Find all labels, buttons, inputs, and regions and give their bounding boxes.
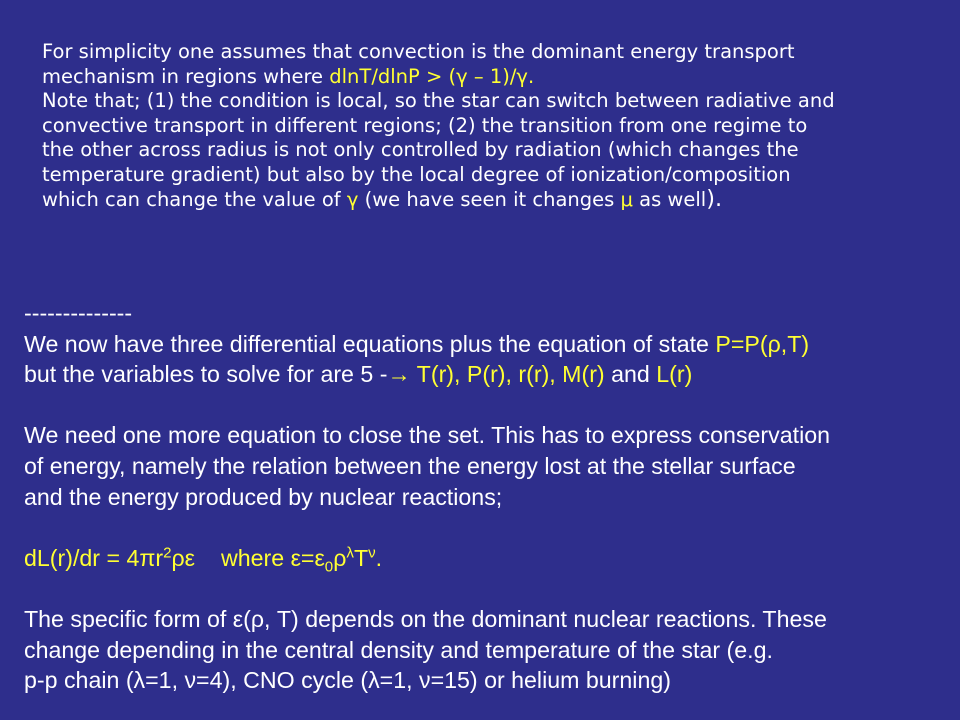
energy-eq-rho-eps: ρε	[171, 544, 195, 571]
intro-line-7	[42, 187, 932, 213]
conservation-line-2: of energy, namely the relation between the energy lost at the stellar surface	[24, 452, 796, 479]
energy-eq-rho: ρ	[333, 544, 347, 571]
intro-line-5: the other across radius is not only controlled by radiation (which changes the	[42, 138, 799, 161]
equations-line-2-text: but the variables to solve for are 5 -	[24, 361, 388, 388]
intro-line-7-end: as well	[632, 188, 707, 211]
conservation-line-1: We need one more equation to close the set. This has to express conservation	[24, 422, 831, 449]
convection-criterion: dlnT/dlnP > (γ – 1)/γ.	[329, 64, 535, 88]
conservation-line-3: and the energy produced by nuclear reactions;	[24, 483, 503, 510]
intro-line-1: For simplicity one assumes that convection is the dominant energy transport	[42, 40, 795, 63]
energy-eq-where: where ε=ε	[220, 544, 325, 571]
mu-symbol: μ	[620, 188, 633, 211]
energy-eq-sup-nu: ν	[368, 544, 376, 562]
divider-dashes: --------------	[24, 300, 133, 326]
equations-line-1	[24, 329, 956, 360]
intro-line-7-mid: (we have seen it changes	[358, 188, 621, 211]
intro-line-2	[42, 65, 932, 90]
variable-luminosity: L(r)	[656, 361, 693, 388]
energy-eq-period: .	[375, 544, 383, 571]
intro-line-4: convective transport in different regions; (2) the transition from one regime to	[42, 113, 808, 137]
reactions-line-1: The specific form of ε(ρ, T) depends on the dominant nuclear reactions. These	[24, 605, 827, 632]
spacer	[24, 573, 956, 604]
energy-equation	[24, 543, 956, 574]
intro-line-7-close: ).	[706, 186, 723, 212]
energy-eq-sub-0: 0	[324, 558, 334, 576]
variables-list: → T(r), P(r), r(r), M(r)	[387, 361, 605, 388]
intro-paragraph	[42, 40, 932, 213]
intro-line-3: Note that; (1) the condition is local, so the star can switch between radiative and	[42, 89, 835, 112]
equations-line-2	[24, 359, 956, 390]
spacer	[24, 512, 956, 543]
intro-line-2-text: mechanism in regions where	[42, 64, 330, 88]
equations-line-2-and: and	[604, 361, 657, 388]
main-text	[24, 298, 956, 696]
energy-eq-sup-lambda: λ	[346, 544, 354, 562]
energy-eq-lhs: dL(r)/dr = 4πr	[24, 544, 164, 571]
reactions-line-3: p-p chain (λ=1, ν=4), CNO cycle (λ=1, ν=15) or helium burning)	[24, 667, 671, 694]
spacer	[24, 390, 956, 421]
equations-line-1-text: We now have three differential equations plus the equation of state	[24, 330, 716, 357]
reactions-line-2: change depending in the central density and temperature of the star (e.g.	[24, 636, 773, 663]
intro-line-6: temperature gradient) but also by the local degree of ionization/composition	[42, 162, 791, 186]
equation-of-state: P=P(ρ,T)	[715, 330, 810, 357]
gamma-symbol: γ	[346, 188, 359, 211]
intro-line-7-text: which can change the value of	[42, 188, 347, 211]
energy-eq-T: T	[353, 544, 369, 571]
energy-eq-sup-2: 2	[163, 544, 172, 562]
